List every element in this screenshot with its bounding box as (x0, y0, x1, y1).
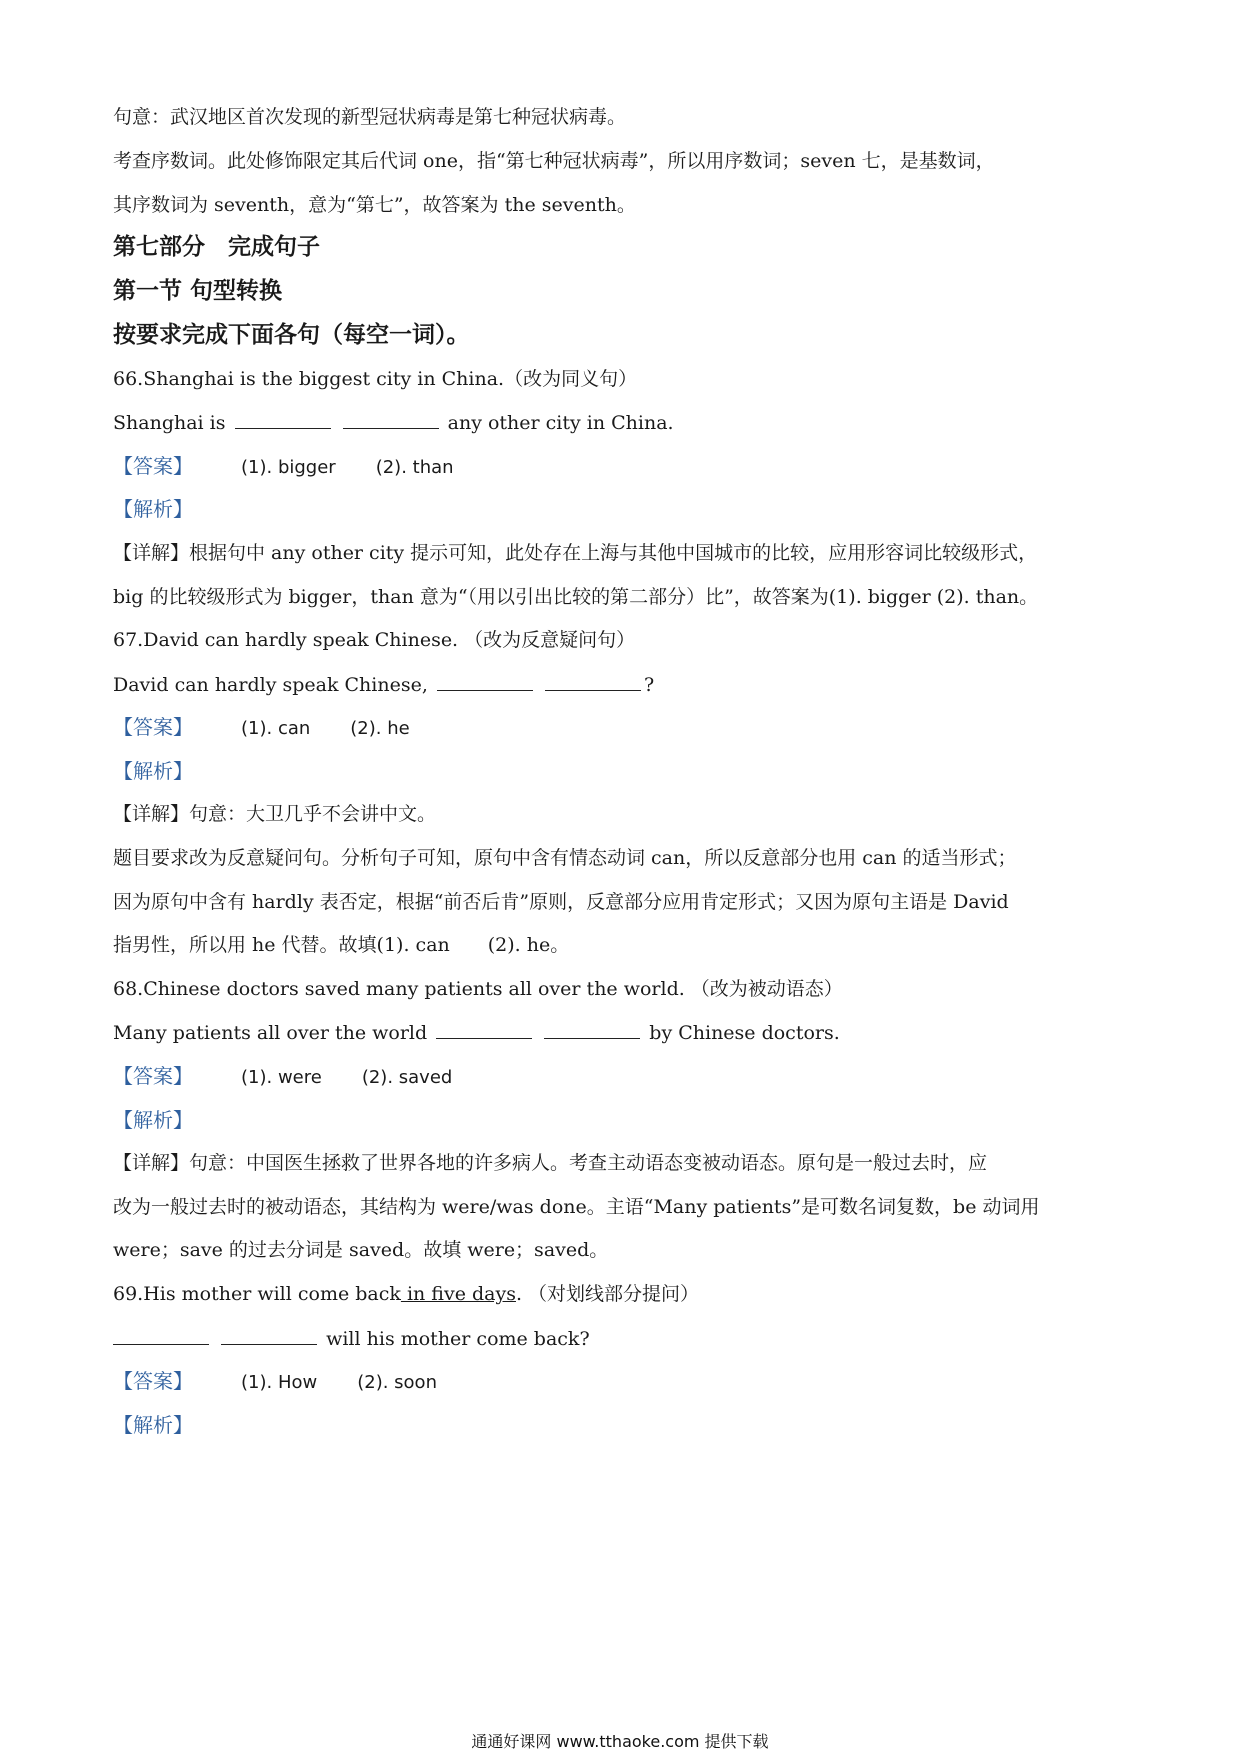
q66-prefix: Shanghai is (113, 412, 226, 434)
q67-fill-line (113, 672, 654, 697)
q67-detail-4: 指男性，所以用 he 代替。故填(1). can (2). he。 (113, 934, 570, 956)
intro-line-3: 其序数词为 seventh，意为“第七”，故答案为 the seventh。 (113, 194, 636, 216)
q69-blank-2 (221, 1326, 317, 1345)
q67-suffix: ? (643, 674, 655, 696)
answer-label: 【答案】 (113, 1064, 193, 1088)
q68-answer (113, 1064, 452, 1090)
q67-answer (113, 715, 410, 741)
q69-question-end: . （对划线部分提问） (515, 1283, 700, 1305)
q69-answer-2: (2). soon (357, 1372, 437, 1393)
q69-suffix: will his mother come back? (326, 1328, 590, 1350)
q66-fill-line (113, 410, 674, 435)
q68-suffix: by Chinese doctors. (649, 1022, 840, 1044)
q68-blank-1 (436, 1020, 532, 1039)
q68-detail-2: 改为一般过去时的被动语态，其结构为 were/was done。主语“Many patients”是可数名词复数，be 动词用 (113, 1196, 1040, 1218)
q69-underlined-part: in five days (400, 1283, 516, 1305)
q66-detail-1: 【详解】根据句中 any other city 提示可知，此处存在上海与其他中国城市的比较，应用形容词比较级形式， (113, 542, 1038, 564)
q69-fill-line (113, 1326, 590, 1351)
q69-analysis-label: 【解析】 (113, 1413, 193, 1437)
q67-answer-1: (1). can (241, 718, 311, 739)
q68-prefix: Many patients all over the world (113, 1022, 428, 1044)
part-heading: 第七部分 完成句子 (113, 234, 320, 260)
q69-question-start: 69.His mother will come back (113, 1283, 401, 1305)
q67-question: 67.David can hardly speak Chinese. （改为反意疑问句） (113, 629, 636, 651)
q66-blank-2 (343, 410, 439, 429)
q66-answer (113, 454, 454, 480)
answer-label: 【答案】 (113, 1369, 193, 1393)
q67-blank-1 (437, 672, 533, 691)
q67-answer-2: (2). he (350, 718, 410, 739)
intro-line-2: 考查序数词。此处修饰限定其后代词 one，指“第七种冠状病毒”，所以用序数词；seven 七，是基数词， (113, 150, 995, 172)
q66-question: 66.Shanghai is the biggest city in China.（改为同义句） (113, 368, 638, 390)
q68-analysis-label: 【解析】 (113, 1108, 193, 1132)
q68-question: 68.Chinese doctors saved many patients all over the world. （改为被动语态） (113, 978, 843, 1000)
q68-fill-line (113, 1020, 840, 1045)
q69-answer (113, 1369, 437, 1395)
q67-blank-2 (545, 672, 641, 691)
q68-detail-1: 【详解】句意：中国医生拯救了世界各地的许多病人。考查主动语态变被动语态。原句是一般过去时，应 (113, 1152, 988, 1174)
answer-label: 【答案】 (113, 454, 193, 478)
intro-line-1: 句意：武汉地区首次发现的新型冠状病毒是第七种冠状病毒。 (113, 106, 627, 128)
q68-answer-2: (2). saved (361, 1067, 453, 1088)
q69-blank-1 (113, 1326, 209, 1345)
answer-label: 【答案】 (113, 715, 193, 739)
section-heading: 第一节 句型转换 (113, 278, 283, 304)
q67-detail-2: 题目要求改为反意疑问句。分析句子可知，原句中含有情态动词 can，所以反意部分也用 can 的适当形式； (113, 847, 1017, 869)
q67-analysis-label: 【解析】 (113, 759, 193, 783)
q69-answer-1: (1). How (241, 1372, 318, 1393)
q69-question (113, 1282, 699, 1306)
q67-detail-3: 因为原句中含有 hardly 表否定，根据“前否后肯”原则，反意部分应用肯定形式；又因为原句主语是 David (113, 891, 1009, 913)
q66-analysis-label: 【解析】 (113, 497, 193, 521)
q66-answer-2: (2). than (375, 457, 454, 478)
q68-answer-1: (1). were (241, 1067, 322, 1088)
page-footer: 通通好课网 www.tthaoke.com 提供下载 (471, 1732, 769, 1751)
q66-blank-1 (235, 410, 331, 429)
instruction-heading: 按要求完成下面各句（每空一词）。 (113, 322, 470, 348)
q66-suffix: any other city in China. (447, 412, 674, 434)
q67-prefix: David can hardly speak Chinese, (113, 674, 428, 696)
q68-blank-2 (544, 1020, 640, 1039)
q66-answer-1: (1). bigger (241, 457, 336, 478)
q68-detail-3: were；save 的过去分词是 saved。故填 were；saved。 (113, 1239, 609, 1261)
q66-detail-2: big 的比较级形式为 bigger，than 意为“（用以引出比较的第二部分）比”，故答案为(1). bigger (2). than。 (113, 586, 1039, 608)
q67-detail-1: 【详解】句意：大卫几乎不会讲中文。 (113, 803, 437, 825)
